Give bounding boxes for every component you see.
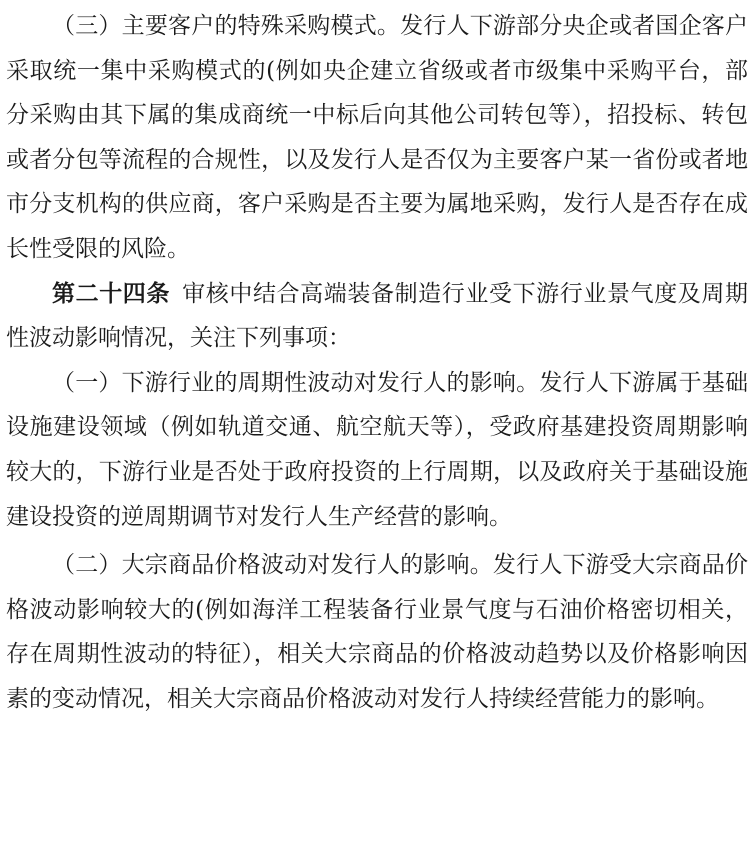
paragraph-downstream-cycle (6, 361, 748, 539)
article-24 (6, 272, 748, 361)
paragraph-customer-procurement (6, 4, 748, 272)
paragraph-text: （三）主要客户的特殊采购模式。发行人下游部分央企或者国企客户采取统一集中采购模式的(例如央企建立省级或者市级集中采购平台，部分采购由其下属的集成商统一中标后向其他公司转包等），招投标、转包或者分包等流程的合规性，以及发行人是否仅为主要客户某一省份或者地市分支机构的供应商，客户采购是否主要为属地采购，发行人是否存在成长性受限的风险。 (6, 13, 748, 262)
paragraph-commodity-price (6, 543, 748, 721)
paragraph-text: （一）下游行业的周期性波动对发行人的影响。发行人下游属于基础设施建设领域（例如轨道交通、航空航天等），受政府基建投资周期影响较大的，下游行业是否处于政府投资的上行周期，以及政府关于基础设施建设投资的逆周期调节对发行人生产经营的影响。 (6, 369, 748, 530)
article-text: 审核中结合高端装备制造行业受下游行业景气度及周期性波动影响情况，关注下列事项： (6, 280, 749, 352)
paragraph-text: （二）大宗商品价格波动对发行人的影响。发行人下游受大宗商品价格波动影响较大的(例如海洋工程装备行业景气度与石油价格密切相关，存在周期性波动的特征），相关大宗商品的价格波动趋势以及价格影响因素的变动情况，相关大宗商品价格波动对发行人持续经营能力的影响。 (6, 552, 748, 712)
article-heading: 第二十四条 (52, 280, 171, 307)
